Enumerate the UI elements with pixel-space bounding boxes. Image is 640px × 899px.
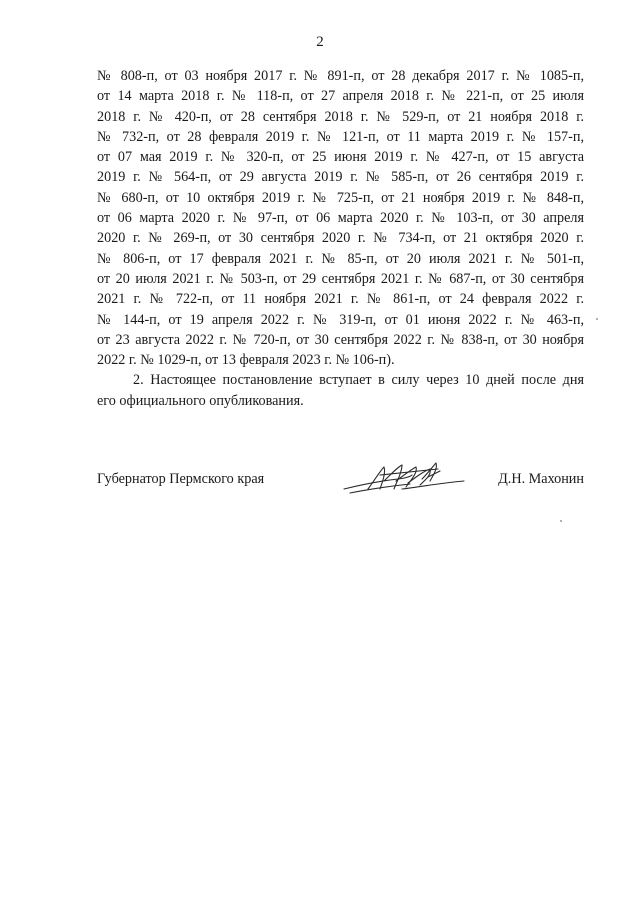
page-number: 2 (316, 34, 324, 50)
text-line: 2019 г. № 564-п, от 29 августа 2019 г. № 585-п, от 26 сентября 2019 г. (97, 169, 584, 186)
text-line: от 20 июля 2021 г. № 503-п, от 29 сентября 2021 г. № 687-п, от 30 сентября (97, 270, 584, 287)
text-line: его официального опубликования. (97, 392, 304, 409)
text-line: от 07 мая 2019 г. № 320-п, от 25 июня 2019 г. № 427-п, от 15 августа (97, 149, 584, 166)
scan-speck (560, 520, 562, 522)
text-line: 2. Настоящее постановление вступает в силу через 10 дней после дня (133, 372, 584, 389)
text-line: № 144-п, от 19 апреля 2022 г. № 319-п, от 01 июня 2022 г. № 463-п, (97, 311, 584, 328)
text-line: 2018 г. № 420-п, от 28 сентября 2018 г. № 529-п, от 21 ноября 2018 г. (97, 108, 584, 125)
document-body (97, 66, 584, 411)
handwritten-signature (340, 459, 470, 501)
text-line: 2020 г. № 269-п, от 30 сентября 2020 г. № 734-п, от 21 октября 2020 г. (97, 230, 584, 247)
text-line: от 14 марта 2018 г. № 118-п, от 27 апреля 2018 г. № 221-п, от 25 июля (97, 88, 584, 105)
signatory-position: Губернатор Пермского края (97, 471, 265, 487)
text-line: от 23 августа 2022 г. № 720-п, от 30 сентября 2022 г. № 838-п, от 30 ноября (97, 331, 584, 348)
text-line: № 806-п, от 17 февраля 2021 г. № 85-п, от 20 июля 2021 г. № 501-п, (97, 250, 584, 267)
text-line: № 680-п, от 10 октября 2019 г. № 725-п, от 21 ноября 2019 г. № 848-п, (97, 189, 584, 206)
scan-speck (596, 318, 598, 320)
text-line: 2021 г. № 722-п, от 11 ноября 2021 г. № 861-п, от 24 февраля 2022 г. (97, 291, 584, 308)
text-line: 2022 г. № 1029-п, от 13 февраля 2023 г. № 106-п). (97, 352, 395, 369)
text-line: от 06 марта 2020 г. № 97-п, от 06 марта 2020 г. № 103-п, от 30 апреля (97, 210, 584, 227)
signature-block (97, 471, 584, 511)
signatory-name: Д.Н. Махонин (498, 471, 584, 487)
paragraph-list-of-resolutions (97, 66, 584, 370)
paragraph-effective-date (97, 370, 584, 411)
text-line: № 808-п, от 03 ноября 2017 г. № 891-п, от 28 декабря 2017 г. № 1085-п, (97, 68, 584, 84)
text-line: № 732-п, от 28 февраля 2019 г. № 121-п, от 11 марта 2019 г. № 157-п, (97, 128, 584, 145)
